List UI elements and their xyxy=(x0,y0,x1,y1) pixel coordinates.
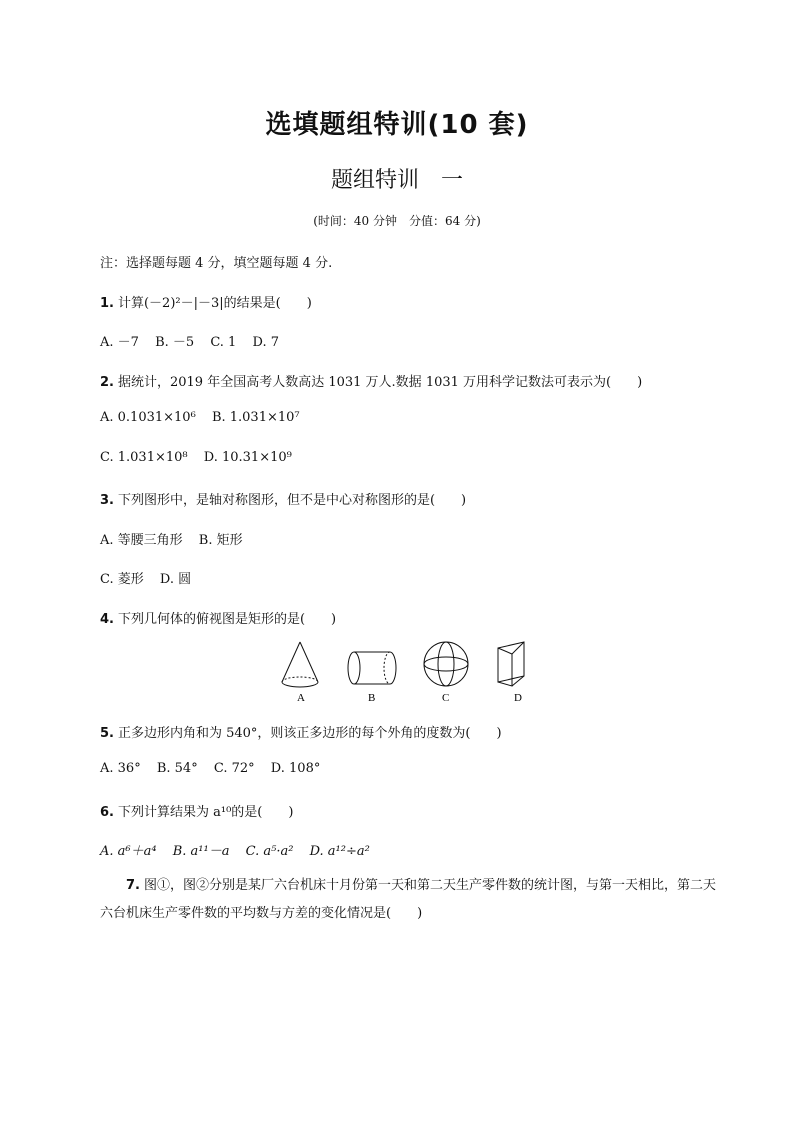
option-d: D. 7 xyxy=(252,335,279,350)
question-3 xyxy=(100,489,466,508)
section-subtitle: 题组特训 一 xyxy=(330,168,463,193)
option-b: B. 54° xyxy=(156,761,198,776)
question-2-options-row-2 xyxy=(100,450,304,465)
question-stem: 下列图形中，是轴对称图形，但不是中心对称图形的是( ) xyxy=(117,493,467,508)
question-5 xyxy=(100,722,502,741)
option-b: B. －5 xyxy=(155,335,195,350)
question-5-options xyxy=(100,761,332,776)
time-score-info: (时间：40 分钟 分值：64 分) xyxy=(313,214,481,228)
option-a: A. 等腰三角形 xyxy=(100,533,183,548)
option-a: A. －7 xyxy=(100,335,139,350)
question-6 xyxy=(100,801,293,820)
option-c: C. 菱形 xyxy=(100,572,144,587)
figure-label-b: B xyxy=(368,692,376,704)
page-title: 选填题组特训(10 套) xyxy=(265,110,529,140)
figure-label-a: A xyxy=(297,692,305,704)
sphere-figure xyxy=(424,642,468,686)
question-number: 6. xyxy=(100,805,114,820)
question-stem: 据统计，2019 年全国高考人数高达 1031 万人.数据 1031 万用科学记数法可表示为( ) xyxy=(117,375,643,390)
option-c: C. 1 xyxy=(210,335,237,350)
question-stem: 下列几何体的俯视图是矩形的是( ) xyxy=(117,612,337,627)
option-c: C. 72° xyxy=(213,761,255,776)
question-6-options xyxy=(100,840,382,859)
question-number: 3. xyxy=(100,493,114,508)
question-stem: 计算(－2)²－|－3|的结果是( ) xyxy=(117,296,312,311)
scoring-note: 注：选择题每题 4 分，填空题每题 4 分. xyxy=(100,256,333,271)
question-3-options-row-1 xyxy=(100,529,255,548)
figure-label-d: D xyxy=(514,692,522,704)
option-b: B. 矩形 xyxy=(198,533,243,548)
option-c: C. 1.031×10⁸ xyxy=(100,450,188,465)
question-number: 1. xyxy=(100,296,114,311)
cylinder-figure xyxy=(348,652,396,684)
option-a: A. 36° xyxy=(100,761,141,776)
question-stem: 正多边形内角和为 540°，则该正多边形的每个外角的度数为( ) xyxy=(117,726,502,741)
question-number: 2. xyxy=(100,375,114,390)
option-b: B. 1.031×10⁷ xyxy=(211,410,300,425)
question-2 xyxy=(100,371,642,390)
question-1 xyxy=(100,292,312,311)
option-a: A. a⁶＋a⁴ xyxy=(100,844,157,859)
figure-label-c: C xyxy=(442,692,450,704)
question-number: 4. xyxy=(100,612,114,627)
option-b: B. a¹¹－a xyxy=(172,844,230,859)
question-number: 5. xyxy=(100,726,114,741)
geometry-figures xyxy=(276,638,536,708)
option-d: D. 10.31×10⁹ xyxy=(203,450,292,465)
option-d: D. 108° xyxy=(270,761,321,776)
option-c: C. a⁵·a² xyxy=(245,844,294,859)
option-d: D. 圆 xyxy=(159,572,192,587)
question-1-options xyxy=(100,331,291,350)
option-d: D. a¹²÷a² xyxy=(309,844,370,859)
prism-figure xyxy=(498,642,524,686)
question-stem: 下列计算结果为 a¹⁰的是( ) xyxy=(117,805,294,820)
question-3-options-row-2 xyxy=(100,568,203,587)
question-2-options-row-1 xyxy=(100,410,312,425)
question-stem: 图①，图②分别是某厂六台机床十月份第一天和第二天生产零件数的统计图，与第一天相比，第二天六台机床生产零件数的平均数与方差的变化情况是( ) xyxy=(100,878,716,921)
cone-figure xyxy=(282,642,318,687)
question-7 xyxy=(100,872,722,928)
option-a: A. 0.1031×10⁶ xyxy=(100,410,196,425)
question-number: 7. xyxy=(126,878,140,893)
question-4 xyxy=(100,608,336,627)
